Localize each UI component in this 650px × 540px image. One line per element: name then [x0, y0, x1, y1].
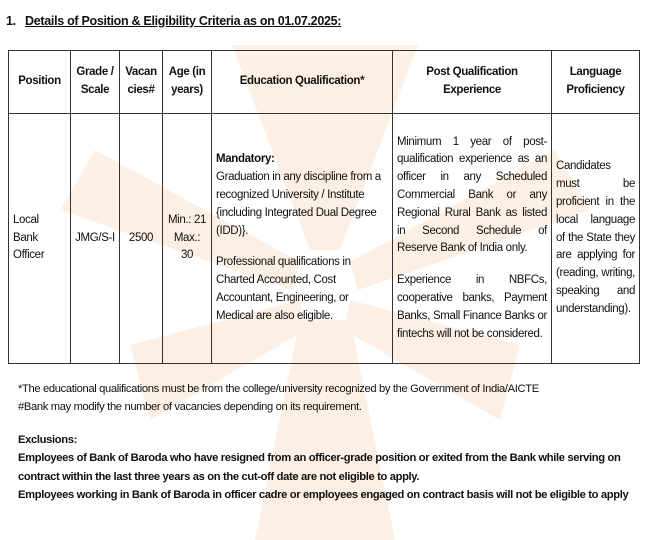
header-experience: Post Qualification Experience: [393, 51, 552, 114]
cell-grade: JMG/S-I: [71, 114, 120, 364]
cell-education: [212, 114, 393, 364]
header-language: Language Proficiency: [552, 51, 640, 114]
experience-exclusion: Experience in NBFCs, cooperative banks, Payment Banks, Small Finance Banks or fintechs will not be considered.: [397, 274, 547, 340]
education-mandatory-label: Mandatory:: [216, 153, 275, 166]
education-graduation: Graduation in any discipline from a recognized University / Institute {including Integrated Dual Degree (IDD)}.: [216, 171, 381, 237]
section-number: 1.: [6, 14, 16, 28]
age-min: Min.: 21: [167, 213, 207, 226]
section-title: Details of Position & Eligibility Criteria as on 01.07.2025:: [25, 14, 342, 28]
notes-section: [18, 380, 638, 505]
age-max: Max.: 30: [173, 231, 201, 262]
cell-position: Local Bank Officer: [9, 114, 71, 364]
education-footnote: *The educational qualifications must be from the college/university recognized by the Government of India/AICTE: [18, 383, 539, 395]
vacancy-footnote: #Bank may modify the number of vacancies depending on its requirement.: [18, 401, 362, 414]
eligibility-table: [8, 50, 640, 364]
header-age: Age (in years): [163, 51, 212, 114]
header-position: Position: [9, 51, 71, 114]
education-professional: Professional qualifications in Charted Accounted, Cost Accountant, Engineering, or Medical are also eligible.: [216, 256, 351, 322]
cell-age: [163, 114, 212, 364]
header-grade-scale: Grade / Scale: [71, 51, 120, 114]
cell-experience: [393, 114, 552, 364]
header-vacancies: Vacan cies#: [120, 51, 163, 114]
header-education: Education Qualification*: [212, 51, 393, 114]
table-row: [9, 114, 640, 364]
cell-vacancies: 2500: [120, 114, 163, 364]
exclusions-title: Exclusions:: [18, 433, 77, 446]
experience-main: Minimum 1 year of post-qualification experience as an officer in any Scheduled Commercial Bank or any Regional Rural Bank as listed in Second Schedule of Reserve Bank of India only.: [397, 135, 547, 255]
cell-language: Candidates must be proficient in the local language of the State they are applying for (reading, writing, speaking and understanding).: [552, 114, 640, 364]
exclusion-item: Employees working in Bank of Baroda in officer cadre or employees engaged on contract basis will not be eligible to apply: [18, 489, 629, 502]
table-header-row: [9, 51, 640, 114]
exclusion-item: Employees of Bank of Baroda who have resigned from an officer-grade position or exited from the Bank while serving on contract within the last three years as on the cut-off date are not eligible to apply.: [18, 452, 621, 483]
section-heading: [6, 14, 341, 28]
